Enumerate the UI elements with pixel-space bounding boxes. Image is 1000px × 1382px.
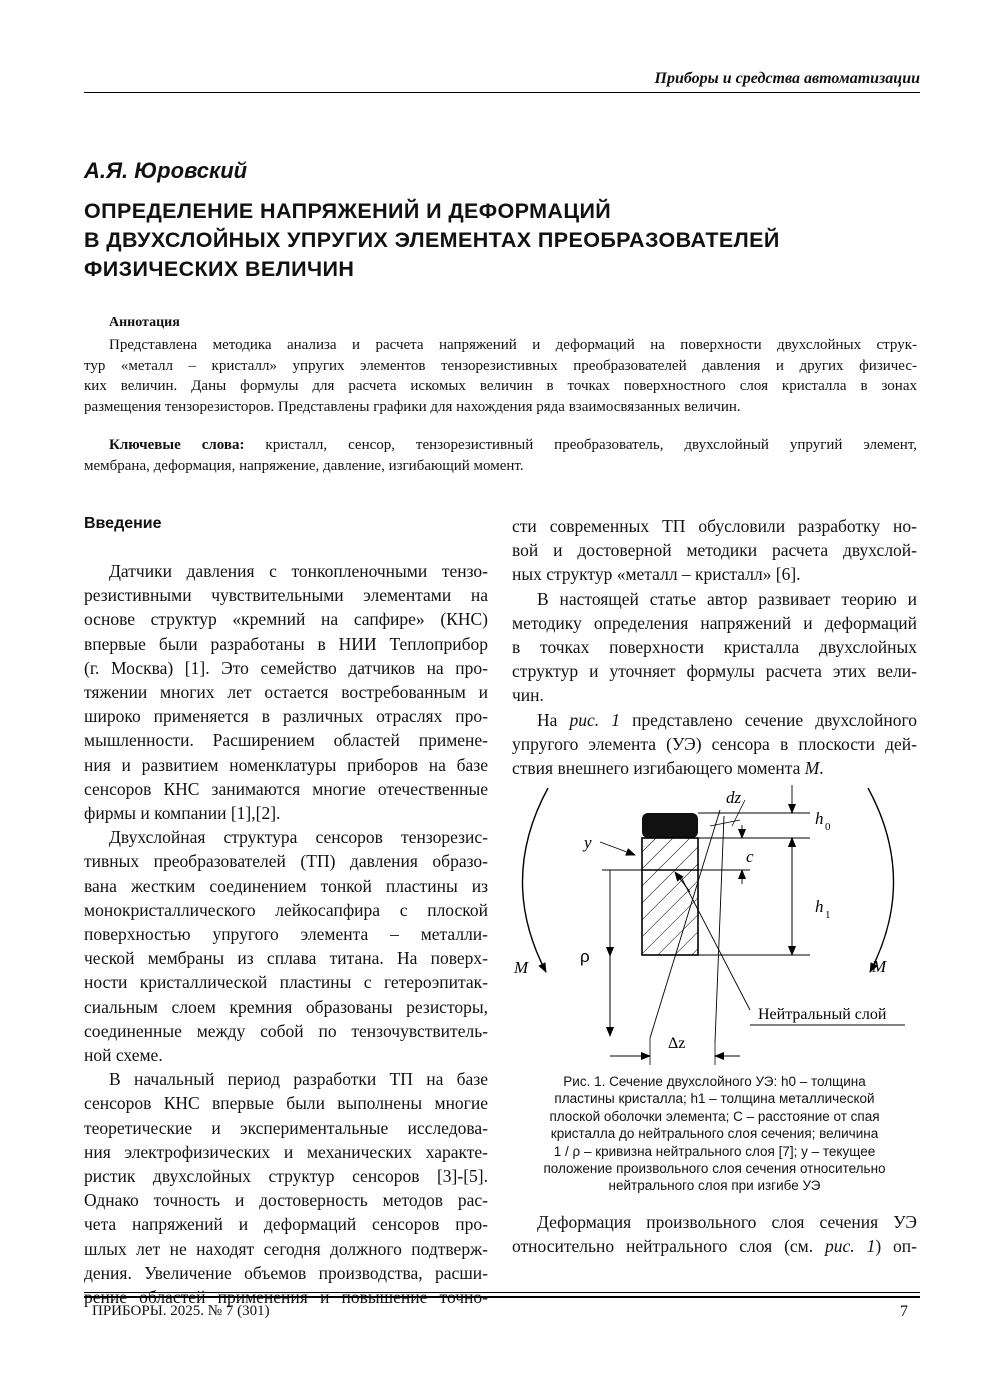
body-line: методику определения напряжений и деформаций: [512, 612, 917, 633]
abstract-line: ких величин. Даны формулы для расчета искомых величин в точках поверхностного слоя кристалла в зонах: [84, 378, 917, 394]
body-line: В настоящей статье автор развивает теорию и: [537, 588, 917, 609]
body-line: Однако точность и достоверность методов рас-: [84, 1190, 488, 1211]
body-line: вой и достоверной методики расчета двухслой-: [512, 540, 917, 561]
label-M-right: M: [872, 957, 887, 976]
label-h1-sub: 1: [825, 909, 831, 921]
keywords-label: Ключевые слова:: [109, 437, 245, 453]
right-column: [512, 514, 917, 780]
body-line: рение областей применения и повышение точно-: [84, 1287, 488, 1308]
body-line: поверхностью упругого элемента – металли-: [84, 924, 488, 945]
crystal-plate: [642, 813, 698, 838]
text-run: ствия внешнего изгибающего момента: [512, 758, 805, 779]
moment-right-arrow: [868, 788, 894, 972]
body-line: ных структур «металл – кристалл» [6].: [512, 564, 801, 585]
body-line: впервые были разработаны в НИИ Теплоприбор: [84, 633, 488, 654]
label-y: y: [584, 833, 592, 852]
body-line: [512, 708, 917, 732]
body-line: фирмы и компании [1],[2].: [84, 803, 281, 824]
body-line: сти современных ТП обусловили разработку но-: [512, 516, 917, 536]
page-number: 7: [900, 1303, 908, 1320]
section-heading: Введение: [84, 515, 162, 532]
body-line: монокристаллического лейкосапфира с плоской: [84, 899, 488, 920]
body-line: ческой мембраны из сплава титана. На поверх-: [84, 948, 488, 969]
label-c: c: [746, 847, 754, 866]
body-line: чета напряжений и деформаций сенсоров про-: [84, 1214, 488, 1235]
footer-rule: [84, 1296, 920, 1298]
abstract-line: размещения тензорезисторов. Представлены графики для нахождения ряда взаимосвязанных величин.: [84, 398, 741, 415]
figure-ref[interactable]: рис. 1: [569, 709, 620, 730]
title-line: ОПРЕДЕЛЕНИЕ НАПРЯЖЕНИЙ И ДЕФОРМАЦИЙ: [84, 199, 612, 223]
caption-line: кристалла до нейтрального слоя сечения; величина: [550, 1126, 879, 1142]
body-line: ния и развитием номенклатуры приборов на базе: [84, 754, 488, 775]
figure-section-diagram: [510, 780, 920, 1070]
title-line: ФИЗИЧЕСКИХ ВЕЛИЧИН: [84, 257, 355, 281]
author: А.Я. Юровский: [84, 158, 248, 183]
body-line: [512, 1234, 917, 1258]
body-line: Деформация произвольного слоя сечения УЭ: [537, 1212, 917, 1232]
body-line: тяжении многих лет остается востребованным и: [84, 682, 488, 703]
title-line: В ДВУХСЛОЙНЫХ УПРУГИХ ЭЛЕМЕНТАХ ПРЕОБРАЗОВАТЕЛЕЙ: [84, 228, 780, 252]
body-line: Двухслойная структура сенсоров тензорезис-: [109, 827, 488, 848]
caption-line: нейтрального слоя при изгибе УЭ: [608, 1178, 821, 1194]
body-line: сенсоров КНС впервые были выполнены многие: [84, 1093, 488, 1114]
metal-shell: [642, 838, 698, 955]
body-line: структур и уточняет формулы расчета этих вели-: [512, 661, 917, 682]
label-h0-sub: 0: [825, 821, 831, 833]
body-line: В начальный период разработки ТП на базе: [109, 1069, 488, 1090]
body-line: мышленности. Расширением областей примене-: [84, 730, 488, 751]
text-run: относительно нейтрального слоя (см.: [512, 1236, 826, 1257]
abstract-heading: Аннотация: [109, 315, 180, 330]
abstract-line: Представлена методика анализа и расчета напряжений и деформаций на поверхности двухслойных струк-: [109, 337, 917, 353]
article-title: [84, 197, 924, 284]
label-dz: dz: [726, 788, 742, 807]
body-line: соединенные между собой по тензочувствитель-: [84, 1020, 488, 1041]
label-rho: ρ: [580, 947, 590, 966]
body-line: Датчики давления с тонкопленочными тензо-: [109, 561, 488, 581]
left-column: [84, 559, 488, 1309]
footer-journal: ПРИБОРЫ. 2025. № 7 (301): [92, 1303, 270, 1319]
footer-rule: [84, 1292, 920, 1293]
caption-line: плоской оболочки элемента; С – расстояние от спая: [549, 1108, 880, 1124]
caption-line: положение произвольного слоя сечения относительно: [543, 1161, 886, 1177]
body-line: ристик двухслойных структур сенсоров [3]-[5].: [84, 1166, 488, 1187]
body-line: сиальным слоем кремния образованы резисторы,: [84, 996, 488, 1017]
figure-caption: [512, 1073, 917, 1195]
keywords-line: [84, 435, 917, 456]
moment-left-arrow: [522, 788, 548, 972]
body-line: дения. Увеличение объемов производства, расши-: [84, 1262, 488, 1283]
keywords-line: мембрана, деформация, напряжение, давление, изгибающий момент.: [84, 457, 524, 474]
body-line: [512, 756, 917, 780]
abstract-line: тур «металл – кристалл» упругих элементов тензорезистивных преобразователей давления и других физичес-: [84, 357, 917, 374]
keywords-text: кристалл, сенсор, тензорезистивный преобразователь, двухслойный упругий элемент,: [244, 437, 917, 453]
text-run: На: [537, 709, 570, 730]
body-line: вана жестким соединением тонкой пластины из: [84, 875, 488, 896]
body-line: тивных преобразователей (ТП) давления образо-: [84, 851, 488, 872]
body-line: шлых лет не находят сегодня должного подтверж-: [84, 1238, 488, 1259]
running-header: Приборы и средства автоматизации: [654, 70, 920, 87]
header-rule: [84, 92, 920, 93]
caption-line: пластины кристалла; h1 – толщина металлической: [554, 1091, 875, 1107]
keywords: [84, 435, 917, 476]
body-line: теоретические и экспериментальные исследова-: [84, 1117, 488, 1138]
body-line: ной схеме.: [84, 1045, 163, 1066]
label-delta-z: Δz: [668, 1035, 686, 1052]
text-run: ) оп-: [875, 1236, 917, 1257]
figure-ref[interactable]: рис. 1: [825, 1236, 876, 1257]
moment-symbol: M: [804, 758, 820, 779]
body-line: (г. Москва) [1]. Это семейство датчиков на про-: [84, 657, 488, 678]
body-line: широко применяется в различных отраслях про-: [84, 706, 488, 727]
text-run: представлено сечение двухслойного: [619, 709, 918, 730]
right-column-continued: [512, 1210, 917, 1258]
body-line: сенсоров КНС занимаются многие отечественные: [84, 778, 488, 799]
body-line: основе структур «кремний на сапфире» (КНС): [84, 609, 488, 630]
abstract-text: [84, 335, 917, 417]
text-run: .: [819, 758, 824, 779]
label-neutral-layer: Нейтральный слой: [758, 1006, 887, 1023]
label-h1: h: [815, 897, 824, 916]
body-line: ния электрофизических и механических характе-: [84, 1141, 488, 1162]
body-line: упругого элемента (УЭ) сенсора в плоскости дей-: [512, 733, 917, 754]
body-line: ности кристаллической пластины с гетероэпитак-: [84, 972, 488, 993]
caption-line: Рис. 1. Сечение двухслойного УЭ: h0 – толщина: [563, 1074, 866, 1089]
label-M-left: M: [514, 958, 529, 977]
caption-line: 1 / ρ – кривизна нейтрального слоя [7]; y – текущее: [553, 1143, 876, 1159]
body-line: в точках поверхности кристалла двухслойных: [512, 637, 917, 658]
label-h0: h: [815, 809, 824, 828]
body-line: резистивными чувствительными элементами на: [84, 585, 488, 606]
body-line: чин.: [512, 685, 544, 706]
